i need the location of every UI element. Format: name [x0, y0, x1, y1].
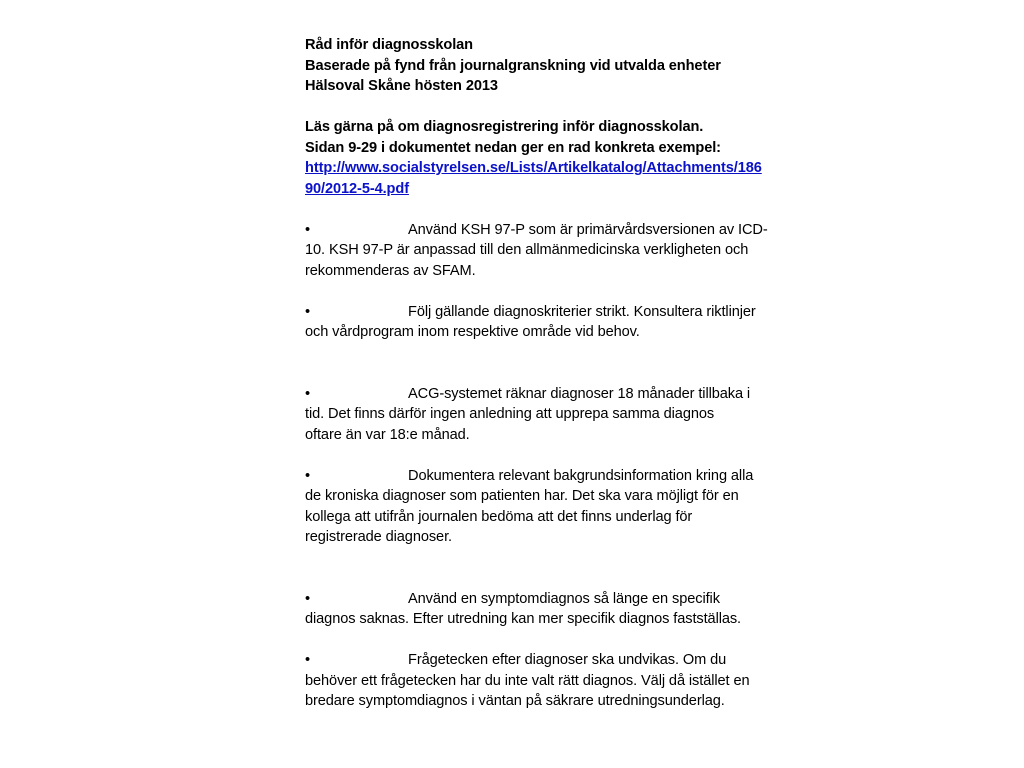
bullet-item-4 — [305, 466, 797, 548]
spacer — [305, 199, 797, 220]
bullet-text: rekommenderas av SFAM. — [305, 262, 476, 279]
bullet-item-1 — [305, 220, 797, 282]
bullet-item-6 — [305, 650, 797, 712]
spacer — [305, 343, 797, 384]
document-subtitle-2: Hälsoval Skåne hösten 2013 — [305, 78, 498, 94]
spacer — [305, 630, 797, 651]
bullet-text: 10. KSH 97-P är anpassad till den allmänmedicinska verkligheten och — [305, 242, 749, 258]
bullet-text: Följ gällande diagnoskriterier strikt. Konsultera riktlinjer — [408, 303, 756, 320]
bullet-text: ACG-systemet räknar diagnoser 18 månader tillbaka i — [408, 385, 751, 402]
bullet-text: registrerade diagnoser. — [305, 529, 452, 545]
bullet-text: oftare än var 18:e månad. — [305, 426, 470, 443]
reference-link[interactable] — [305, 158, 797, 199]
bullet-icon: • — [305, 467, 311, 484]
document-title: Råd inför diagnosskolan — [305, 37, 473, 53]
document-subtitle: Baserade på fynd från journalgranskning vid utvalda enheter — [305, 57, 721, 74]
spacer — [305, 445, 797, 466]
bullet-text: Frågetecken efter diagnoser ska undvikas. Om du — [408, 652, 727, 668]
document-page — [305, 35, 797, 712]
spacer — [305, 548, 797, 589]
bullet-text: Dokumentera relevant bakgrundsinformation kring alla — [408, 467, 754, 484]
bullet-item-2 — [305, 302, 797, 343]
reference-link-line-1[interactable]: http://www.socialstyrelsen.se/Lists/Artikelkatalog/Attachments/186 — [305, 160, 762, 176]
spacer — [305, 97, 797, 118]
bullet-text: behöver ett frågetecken har du inte valt rätt diagnos. Välj då istället en — [305, 672, 750, 689]
bullet-text: tid. Det finns därför ingen anledning att upprepa samma diagnos — [305, 406, 715, 422]
bullet-icon: • — [305, 590, 311, 607]
bullet-icon: • — [305, 385, 311, 402]
bullet-item-5 — [305, 589, 797, 630]
reference-link-line-2[interactable]: 90/2012-5-4.pdf — [305, 180, 409, 197]
intro-line-2: Sidan 9-29 i dokumentet nedan ger en rad konkreta exempel: — [305, 139, 721, 156]
bullet-text: bredare symptomdiagnos i väntan på säkrare utredningsunderlag. — [305, 693, 725, 709]
bullet-icon: • — [305, 221, 311, 238]
bullet-icon: • — [305, 303, 311, 320]
bullet-item-3 — [305, 384, 797, 446]
bullet-text: de kroniska diagnoser som patienten har. Det ska vara möjligt för en — [305, 488, 739, 504]
bullet-text: diagnos saknas. Efter utredning kan mer specifik diagnos fastställas. — [305, 611, 742, 627]
intro-line-1: Läs gärna på om diagnosregistrering inför diagnosskolan. — [305, 119, 704, 135]
bullet-text: Använd KSH 97-P som är primärvårdsversionen av ICD- — [408, 221, 768, 238]
bullet-text: och vårdprogram inom respektive område vid behov. — [305, 324, 640, 340]
spacer — [305, 281, 797, 302]
bullet-text: kollega att utifrån journalen bedöma att det finns underlag för — [305, 508, 693, 525]
bullet-text: Använd en symptomdiagnos så länge en specifik — [408, 590, 720, 607]
bullet-icon: • — [305, 652, 311, 668]
